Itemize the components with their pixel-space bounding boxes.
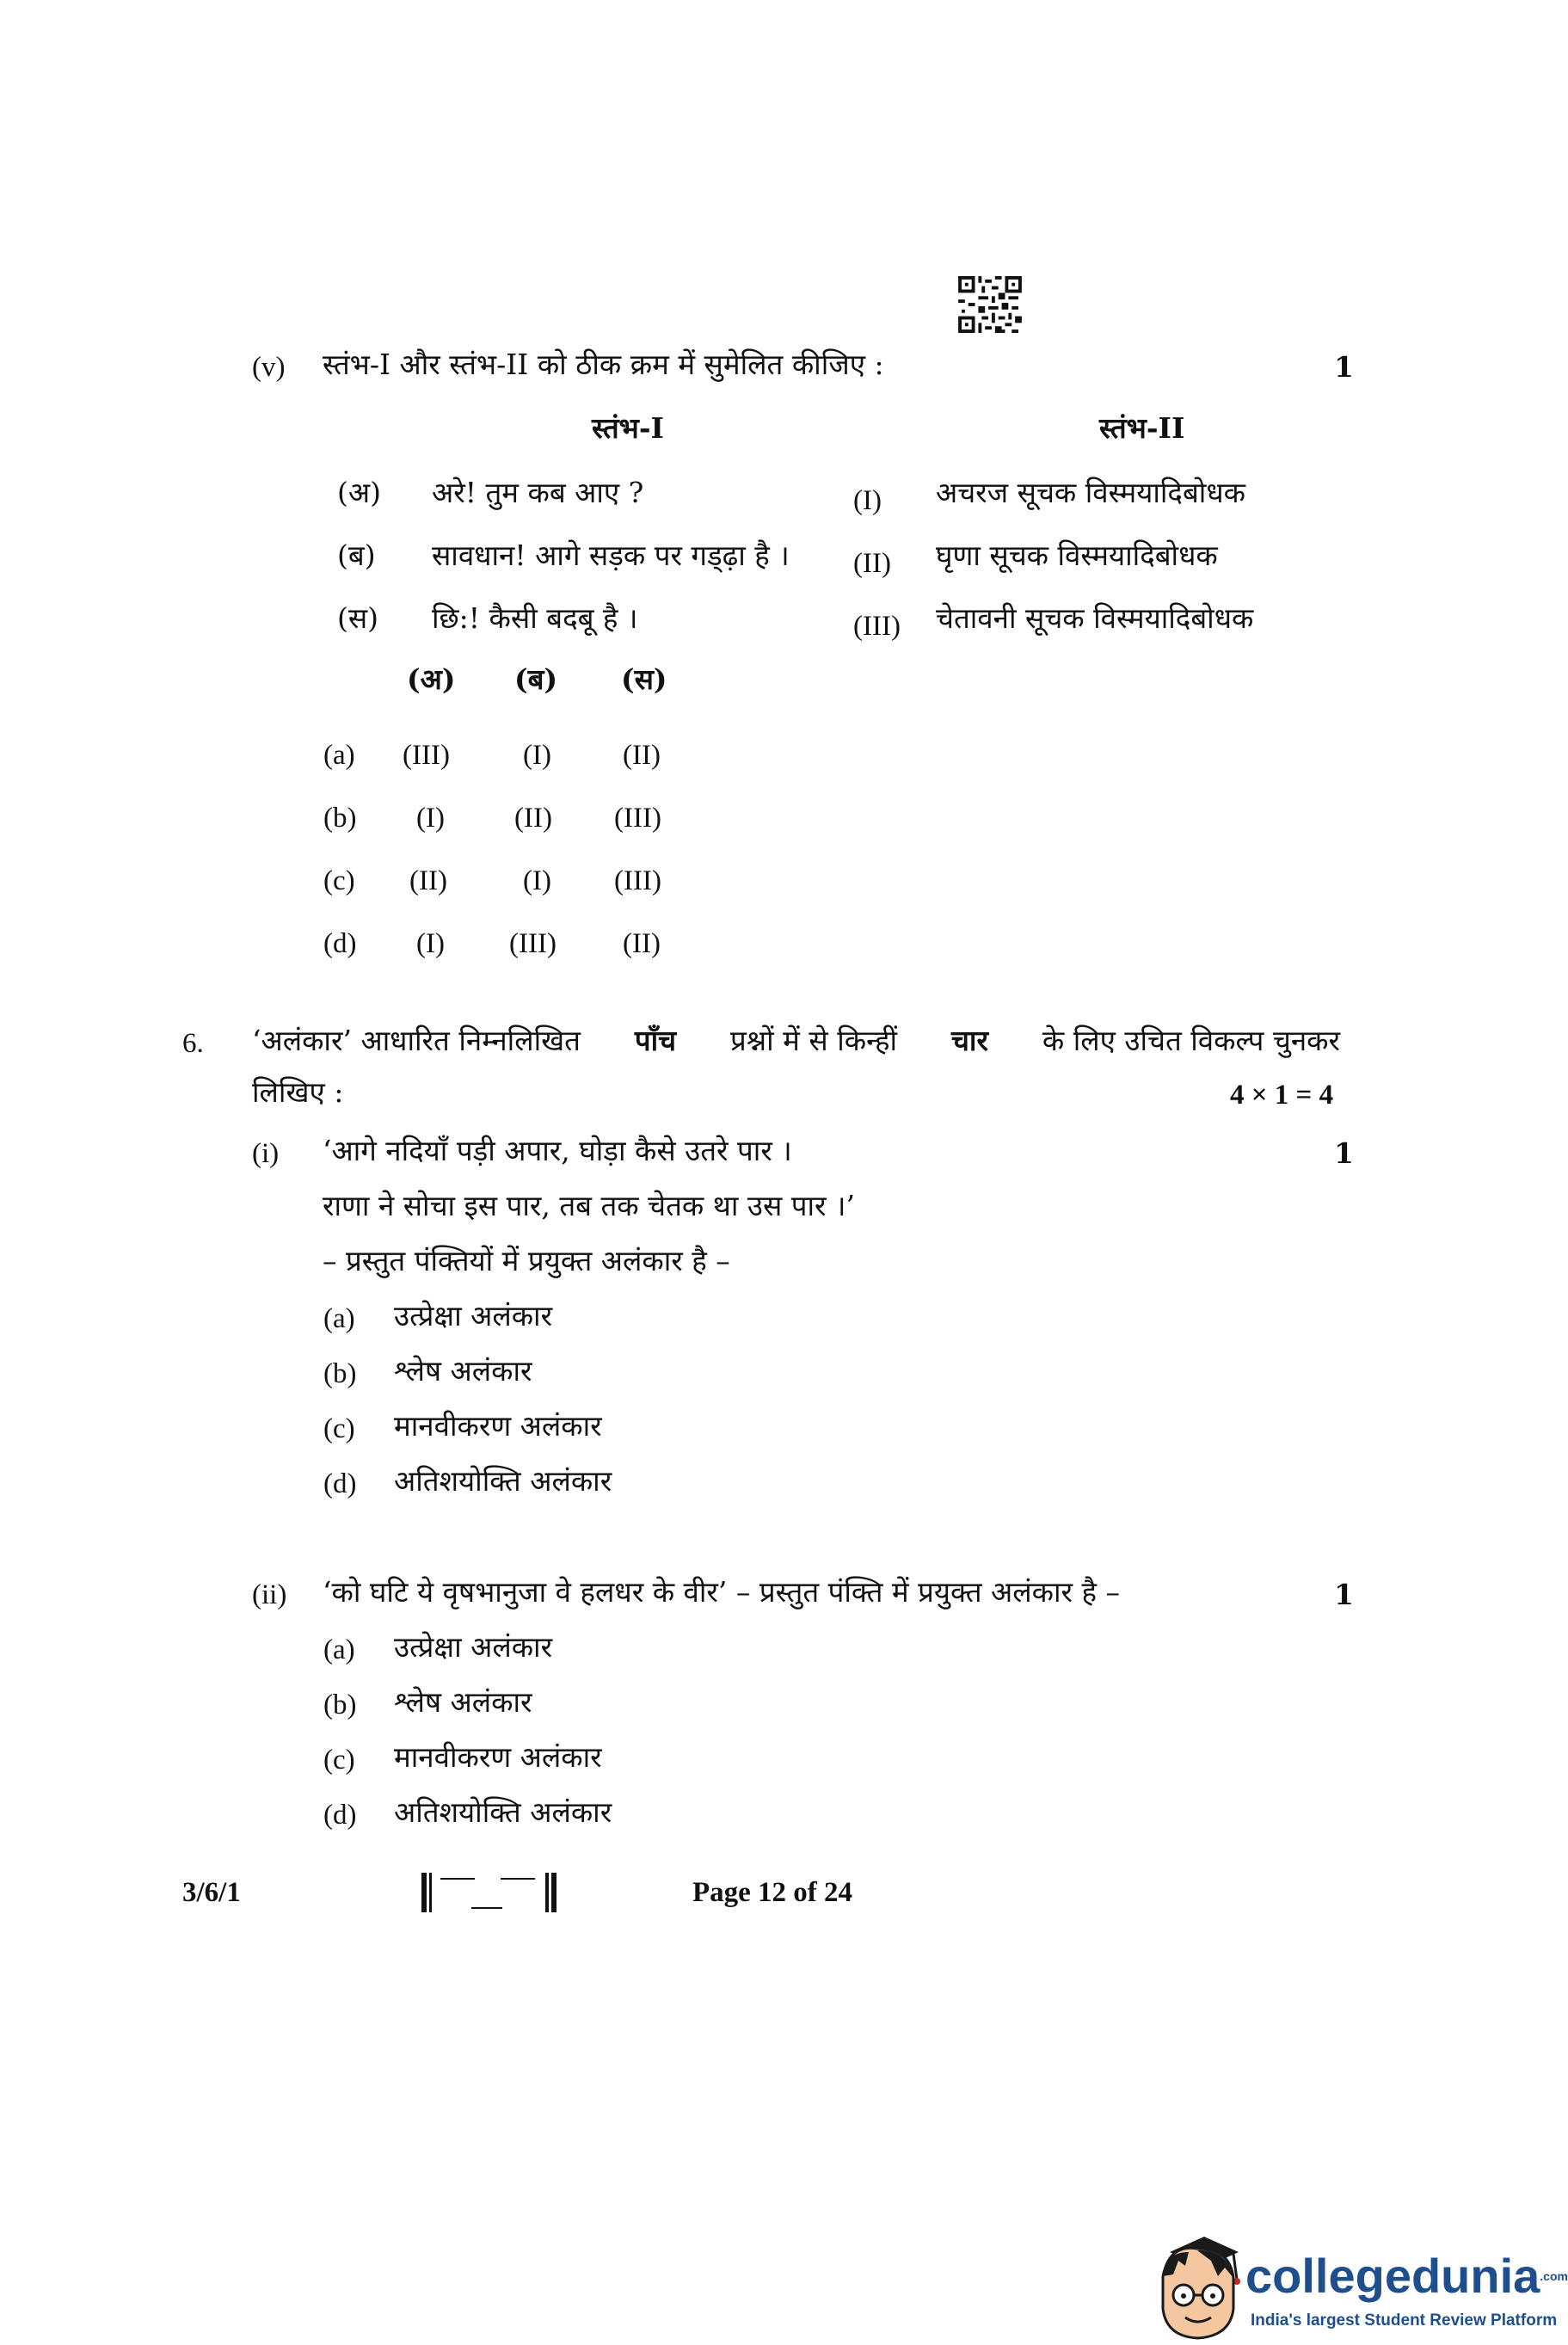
barcode-mark [421,1873,557,1914]
marks-label: 4 × 1 = 4 [1230,1080,1334,1111]
option-text: अतिशयोक्ति अलंकार [394,1795,612,1829]
option-value: (I) [416,928,445,959]
option-value: (III) [403,740,450,771]
marks-label: 1 [1334,350,1354,384]
subquestion-number: (ii) [252,1579,287,1610]
column-2-header: स्तंभ-II [1099,411,1185,445]
collegedunia-logo [1144,2226,1568,2345]
column-1-key: (अ) [337,476,381,509]
qr-code [957,276,1023,333]
option-value: (I) [523,740,551,771]
option-text: मानवीकरण अलंकार [394,1740,602,1774]
mascot-icon [1144,2226,1251,2345]
option-label: (b) [323,1690,357,1720]
option-text: अतिशयोक्ति अलंकार [394,1464,612,1498]
option-value: (II) [409,865,447,896]
option-label: (a) [323,740,355,771]
column-1-item: सावधान! आगे सड़क पर गड्ढ़ा है । [432,539,790,572]
question-text-line: लिखिए : [252,1075,344,1109]
question-text-part: प्रश्नों में से किन्हीं [730,1024,898,1057]
question-text: ‘को घटि ये वृषभानुजा वे हलधर के वीर’ – प्रस्तुत पंक्ति में प्रयुक्त अलंकार है – [323,1575,1120,1609]
option-text: उत्प्रेक्षा अलंकार [394,1299,553,1333]
option-text: उत्प्रेक्षा अलंकार [394,1630,553,1664]
option-label: (b) [323,1358,357,1389]
emphasis-word: चार [950,1024,988,1057]
brand-tagline: India's largest Student Review Platform [1251,2311,1558,2330]
page-number: Page 12 of 24 [692,1877,853,1908]
column-2-item: चेतावनी सूचक विस्मयादिबोधक [936,601,1254,635]
question-text: – प्रस्तुत पंक्तियों में प्रयुक्त अलंकार है – [323,1244,730,1277]
option-text: श्लेष अलंकार [394,1354,532,1388]
question-text-line [252,1024,1340,1058]
question-number: 6. [182,1028,204,1059]
brand-name-text: collegedunia [1245,2249,1540,2303]
option-label: (d) [323,928,357,959]
paper-code: 3/6/1 [182,1877,241,1908]
option-label: (c) [323,865,355,896]
brand-name [1245,2249,1568,2304]
option-text: श्लेष अलंकार [394,1685,532,1719]
option-label: (b) [323,803,357,834]
option-value: (III) [614,865,661,896]
question-text-part: ‘अलंकार’ आधारित निम्नलिखित [252,1024,581,1057]
option-text: मानवीकरण अलंकार [394,1409,602,1443]
emphasis-word: पाँच [634,1024,677,1057]
option-value: (I) [416,803,445,834]
column-2-key: (I) [853,485,882,516]
question-text: स्तंभ-I और स्तंभ-II को ठीक क्रम में सुमेलित कीजिए : [323,348,884,381]
marks-label: 1 [1334,1578,1354,1611]
option-value: (II) [623,928,661,959]
option-label: (a) [323,1634,355,1665]
option-label: (a) [323,1303,355,1334]
option-header: (ब) [514,662,558,696]
brand-suffix: .com [1540,2269,1568,2283]
question-text-part: के लिए उचित विकल्प चुनकर [1042,1024,1340,1057]
quote-line: राणा ने सोचा इस पार, तब तक चेतक था उस पार ।’ [323,1189,856,1222]
option-label: (c) [323,1413,355,1444]
option-value: (III) [614,803,661,834]
option-label: (c) [323,1745,355,1776]
column-1-item: छि:! कैसी बदबू है । [432,601,638,635]
column-2-key: (II) [853,548,891,579]
option-label: (d) [323,1800,357,1831]
option-value: (II) [514,803,552,834]
option-header: (अ) [407,662,456,696]
column-1-header: स्तंभ-I [592,411,664,445]
column-1-key: (ब) [337,539,376,572]
column-1-item: अरे! तुम कब आए ? [432,476,644,509]
quote-line: ‘आगे नदियाँ पड़ी अपार, घोड़ा कैसे उतरे पार । [323,1134,792,1167]
column-2-key: (III) [853,611,901,642]
option-header: (स) [621,662,667,696]
option-label: (d) [323,1468,357,1499]
option-value: (II) [623,740,661,771]
option-value: (III) [509,928,556,959]
marks-label: 1 [1334,1136,1354,1170]
column-1-key: (स) [337,601,379,635]
subquestion-number: (i) [252,1138,280,1169]
question-number: (v) [252,352,286,383]
option-value: (I) [523,865,551,896]
column-2-item: अचरज सूचक विस्मयादिबोधक [936,476,1245,509]
column-2-item: घृणा सूचक विस्मयादिबोधक [936,539,1218,572]
